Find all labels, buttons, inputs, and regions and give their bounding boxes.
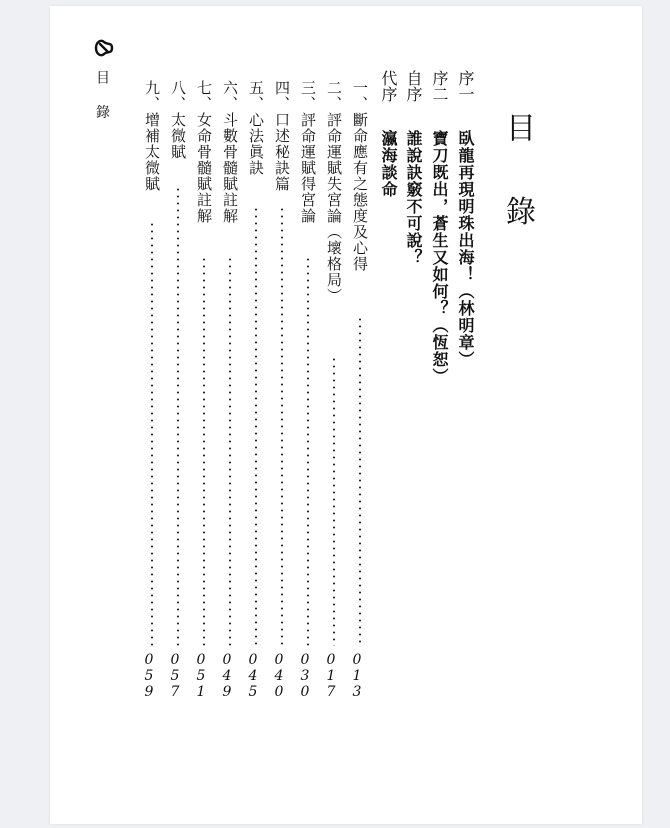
toc-page-number: 059 (141, 652, 157, 700)
preface-title: 臥龍再現明珠出海！（林明章） (456, 130, 475, 368)
toc-entry-label: 一、斷命應有之態度及心得 (351, 80, 369, 272)
publisher-logo-icon (92, 36, 116, 60)
preface-title: 瀛海談命 (379, 130, 398, 198)
toc-leader-dots (151, 221, 153, 646)
toc-leader-dots (333, 356, 335, 646)
toc-entry-label: 九、增補太微賦 (143, 80, 161, 192)
running-head: 目 錄 (94, 70, 110, 127)
toc-entry-label: 五、心法眞訣 (247, 80, 265, 176)
toc-page-number: 057 (167, 652, 183, 700)
toc-entry-label: 三、評命運賦得宮論 (299, 80, 317, 224)
toc-page-number: 040 (271, 652, 287, 700)
toc-page-number: 051 (193, 652, 209, 700)
toc-leader-dots (255, 206, 257, 646)
preface-title: 寶刀既出，蒼生又如何？（恆恕） (430, 130, 449, 385)
toc-leader-dots (359, 316, 361, 646)
toc-page-number: 017 (323, 652, 339, 700)
preface-label: 序二 (430, 70, 449, 102)
toc-leader-dots (203, 256, 205, 646)
toc-entry-label: 七、女命骨髓賦註解 (195, 80, 213, 224)
toc-page-number: 030 (297, 652, 313, 700)
toc-entry-label: 六、斗數骨髓賦註解 (221, 80, 239, 224)
toc-entry-label: 八、太微賦 (169, 80, 187, 160)
page-title: 目 錄 (500, 112, 535, 248)
toc-leader-dots (177, 186, 179, 646)
preface-label: 自序 (404, 70, 423, 102)
toc-page-number: 045 (245, 652, 261, 700)
book-page (50, 6, 642, 824)
toc-entry-label: 二、評命運賦失宮論（壞格局） (325, 80, 343, 304)
toc-entry-label: 四、口述秘訣篇 (273, 80, 291, 192)
toc-leader-dots (281, 206, 283, 646)
toc-page-number: 049 (219, 652, 235, 700)
preface-title: 誰說訣竅不可說？ (404, 130, 423, 266)
toc-leader-dots (307, 256, 309, 646)
preface-label: 序一 (456, 70, 475, 102)
toc-page-number: 013 (349, 652, 365, 700)
toc-leader-dots (229, 256, 231, 646)
preface-label: 代序 (379, 70, 398, 102)
